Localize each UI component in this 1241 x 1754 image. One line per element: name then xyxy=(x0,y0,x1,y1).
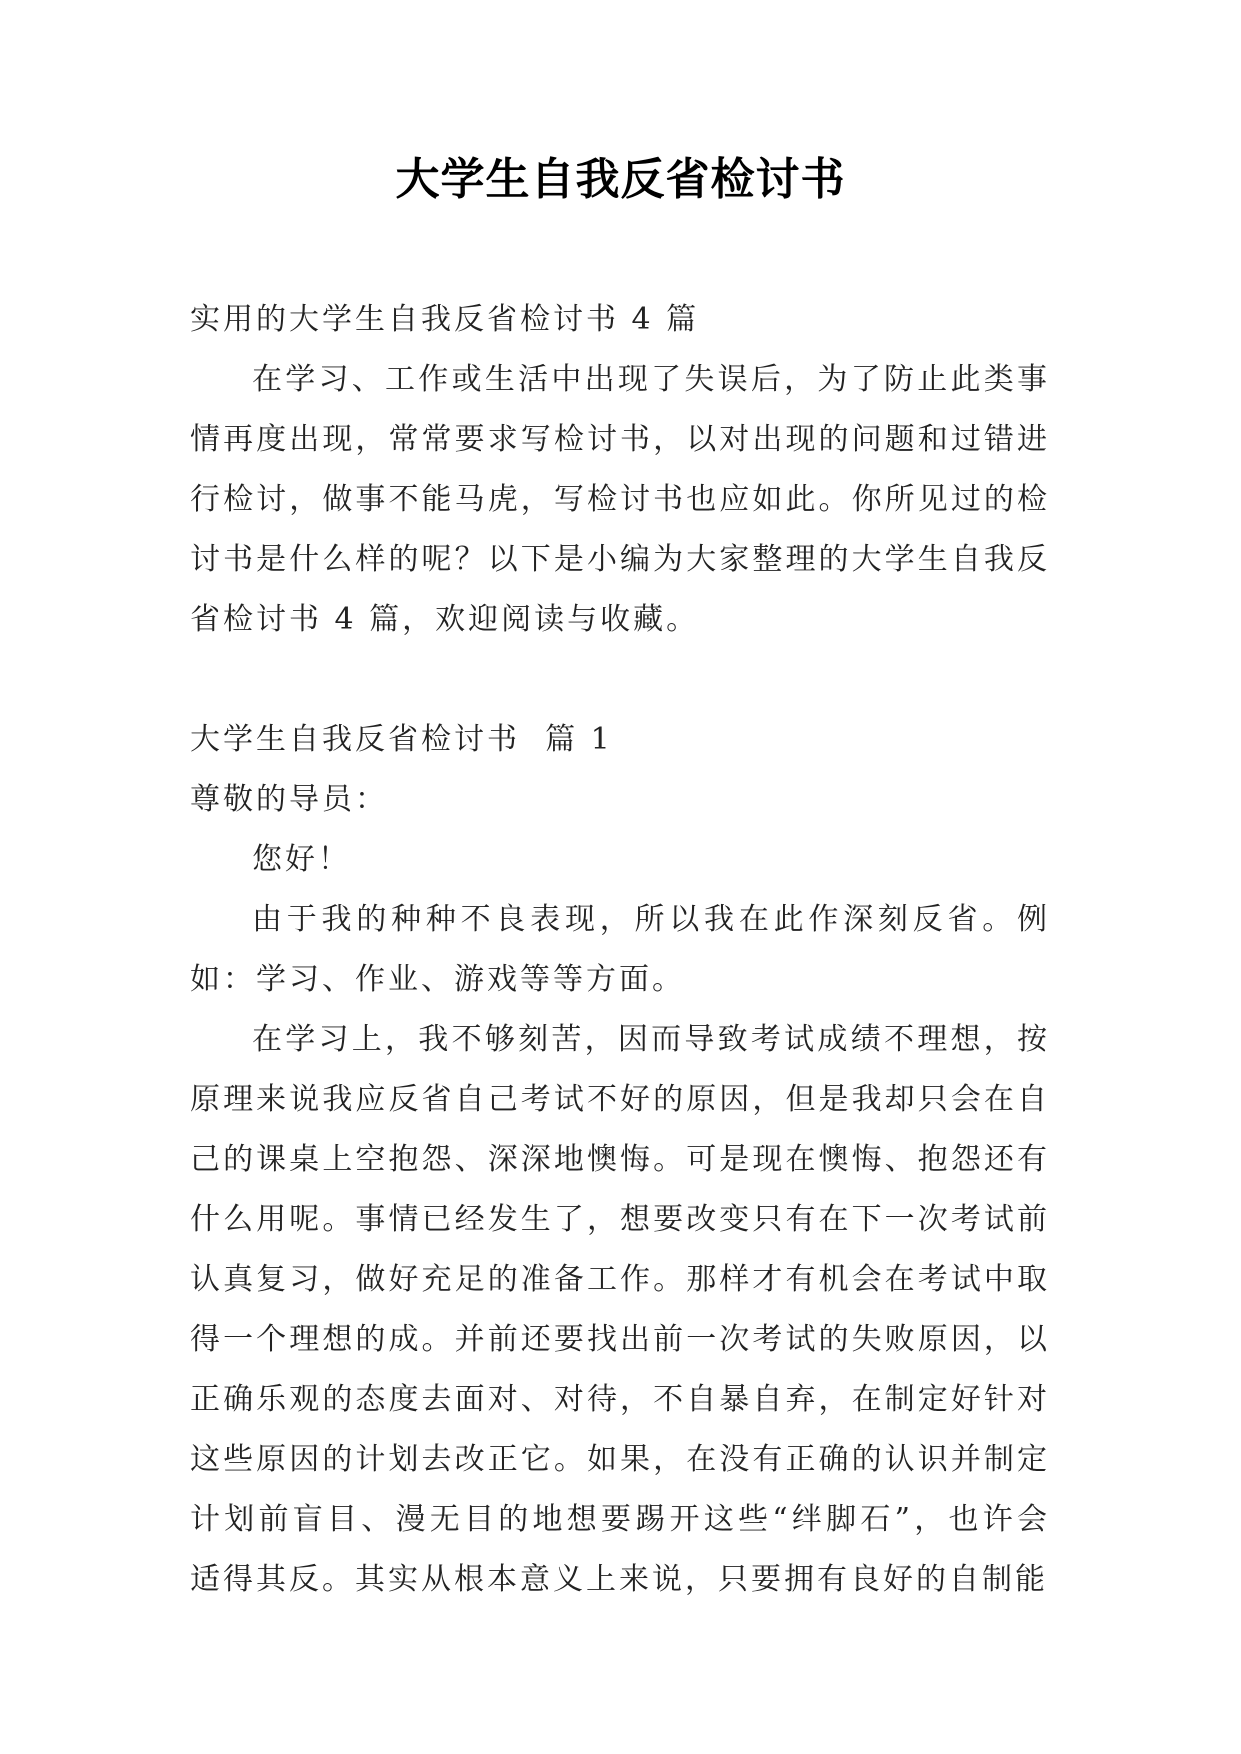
salutation: 尊敬的导员： xyxy=(190,782,388,817)
document-title: 大学生自我反省检讨书 xyxy=(395,154,846,205)
paragraph-spacer xyxy=(190,650,1050,710)
section-heading: 大学生自我反省检讨书 篇 1 xyxy=(190,722,613,757)
greeting: 您好！ xyxy=(252,842,351,877)
intro-paragraph: 在学习、工作或生活中出现了失误后，为了防止此类事情再度出现，常常要求写检讨书，以对出现的问题和过错进行检讨，做事不能马虎，写检讨书也应如此。你所见过的检讨书是什么样的呢？以下是小编为大家整理的大学生自我反省检讨书 4 篇，欢迎阅读与收藏。 xyxy=(190,362,1050,637)
document-body xyxy=(190,290,1050,1610)
body-paragraph-1: 由于我的种种不良表现，所以我在此作深刻反省。例如：学习、作业、游戏等等方面。 xyxy=(190,902,1050,997)
subtitle: 实用的大学生自我反省检讨书 4 篇 xyxy=(190,302,700,337)
body-paragraph-2: 在学习上，我不够刻苦，因而导致考试成绩不理想，按原理来说我应反省自己考试不好的原因，但是我却只会在自己的课桌上空抱怨、深深地懊悔。可是现在懊悔、抱怨还有什么用呢。事情已经发生了，想要改变只有在下一次考试前认真复习，做好充足的准备工作。那样才有机会在考试中取得一个理想的成。并前还要找出前一次考试的失败原因，以正确乐观的态度去面对、对待，不自暴自弃，在制定好针对这些原因的计划去改正它。如果，在没有正确的认识并制定计划前盲目、漫无目的地想要踢开这些“绊脚石”，也许会适得其反。其实从根本意义上来说，只要拥有良好的自制能 xyxy=(190,1022,1050,1597)
